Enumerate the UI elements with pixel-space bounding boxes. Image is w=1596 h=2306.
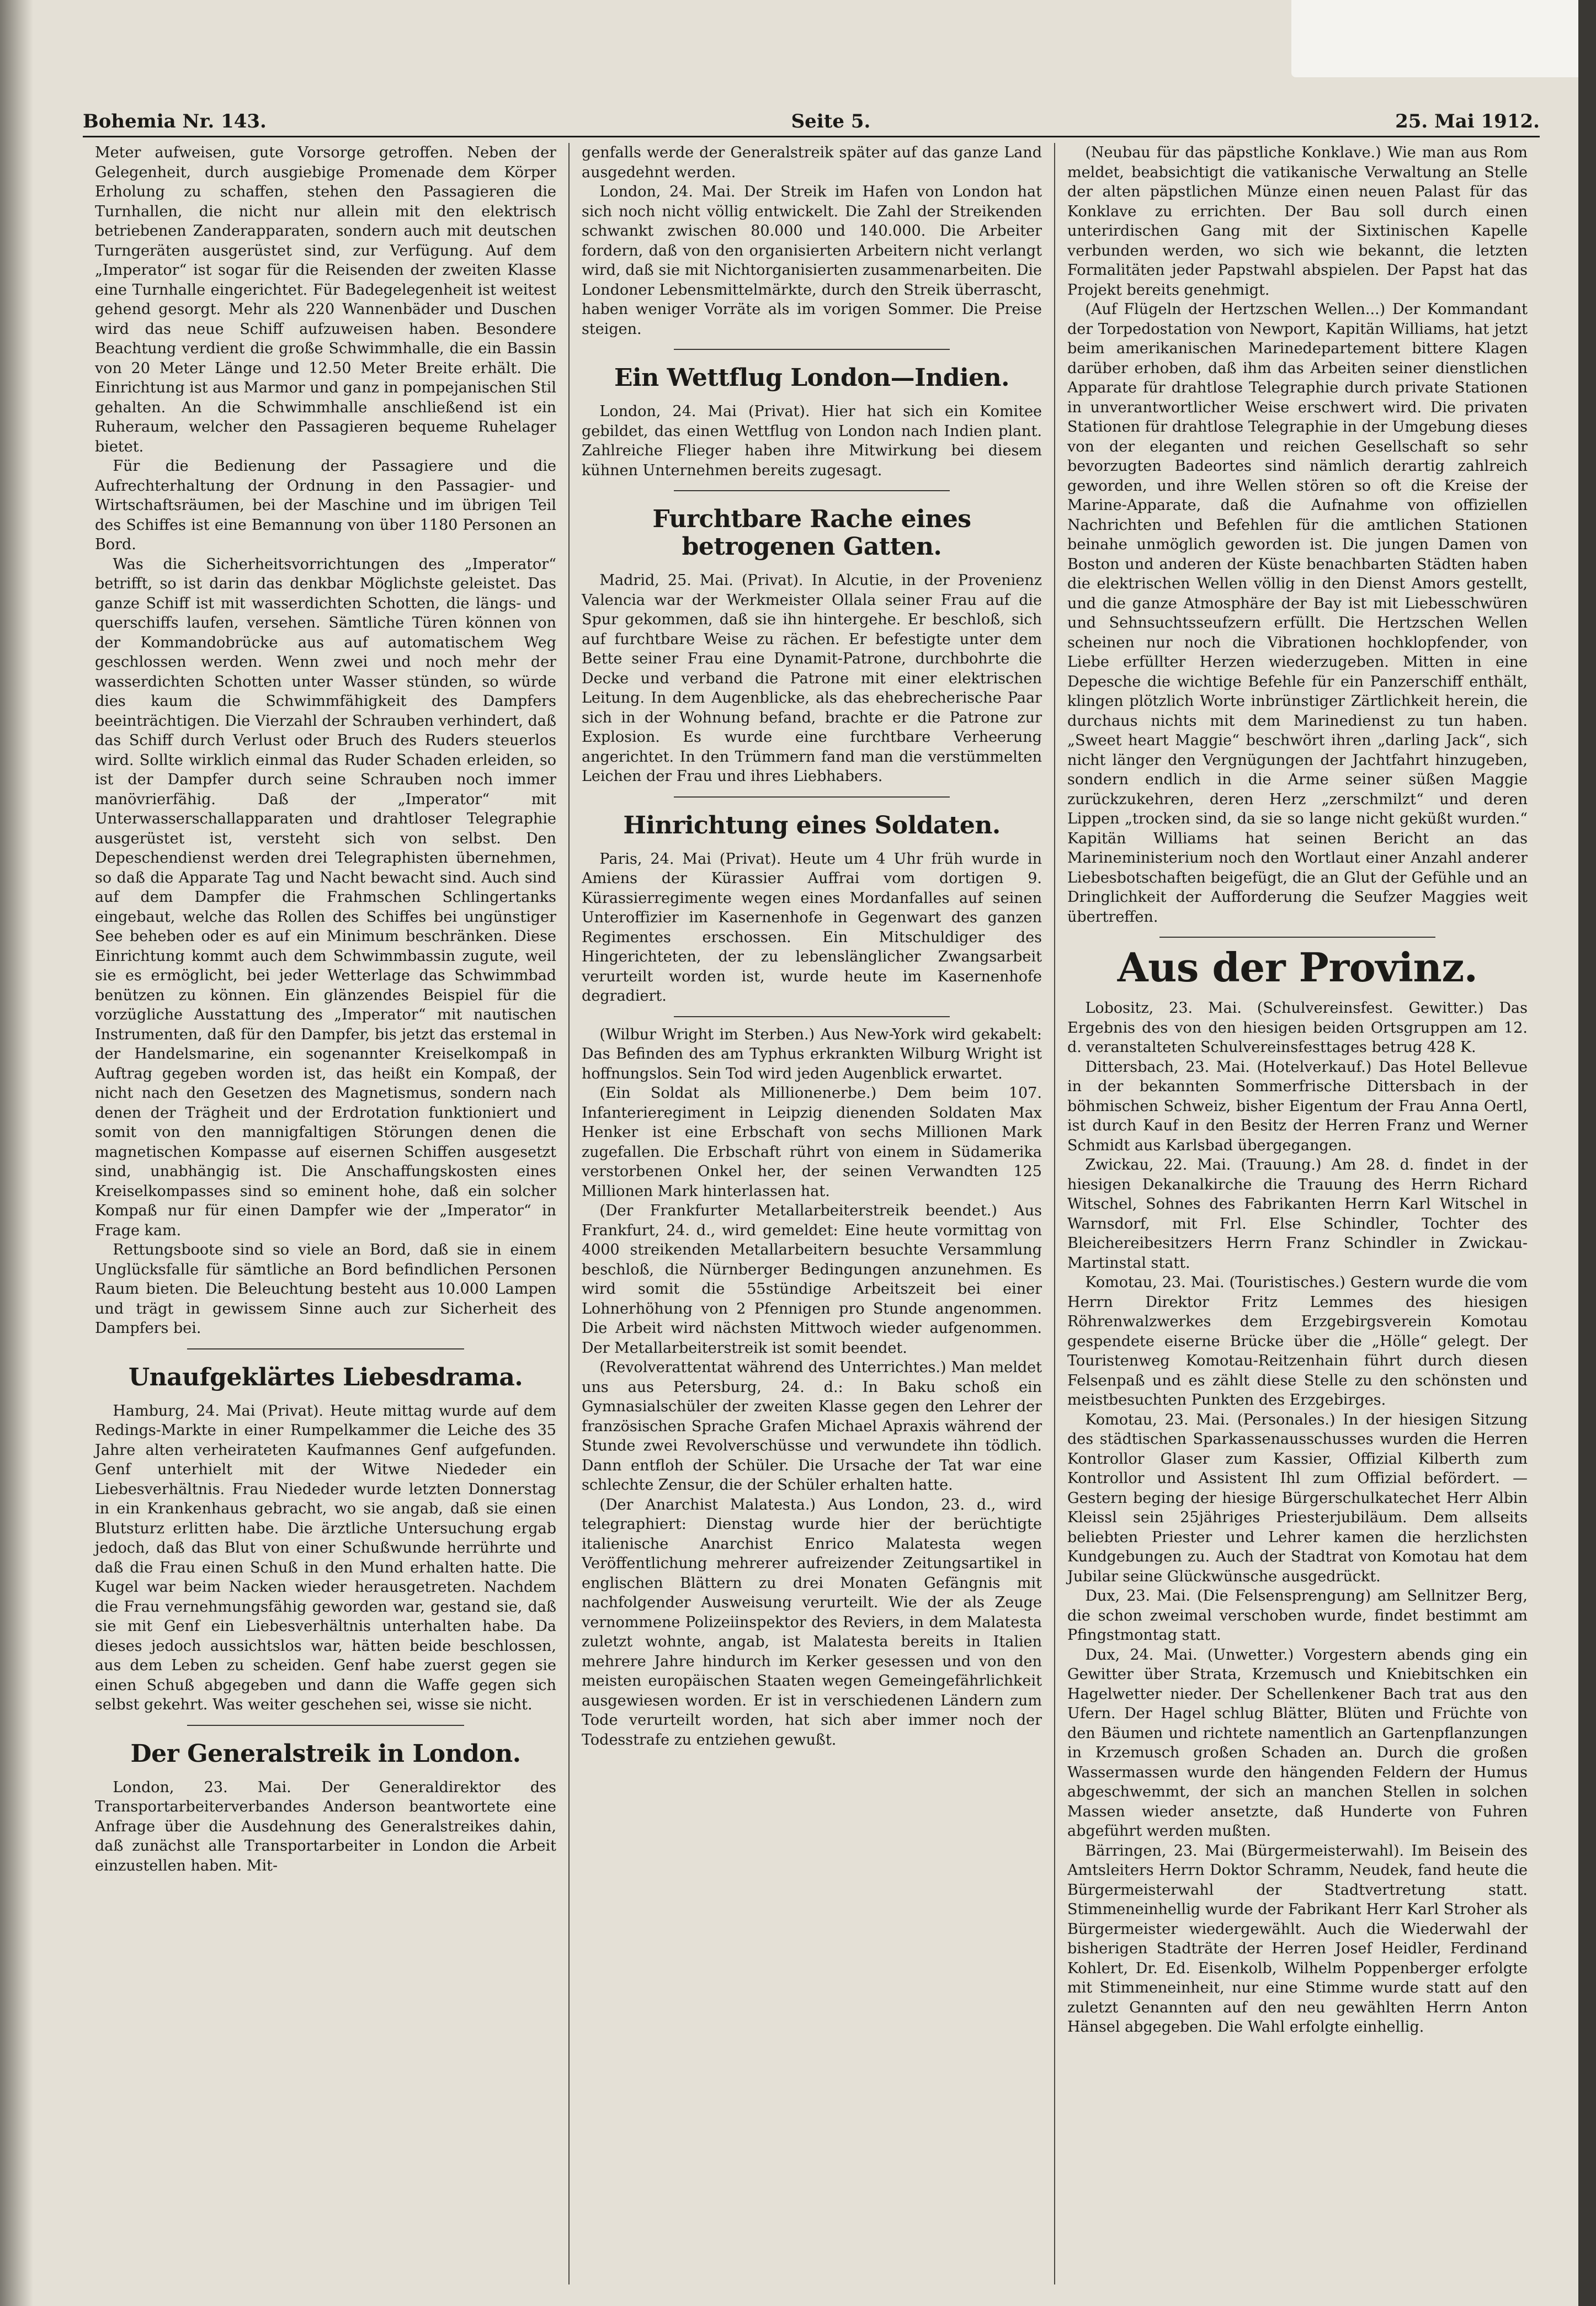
divider <box>674 490 950 491</box>
headline-provinz: Aus der Provinz. <box>1117 944 1478 991</box>
divider <box>187 1725 464 1726</box>
article-paragraph: Paris, 24. Mai (Privat). Heute um 4 Uhr früh wurde in Amiens der Kürassier Auffrai vom dortigen 9. Kürassierregimente wegen eines Mordanfalles auf seinen Unteroffizier im Kasernenhofe in Gegenwart des ganzen Regimentes erschossen. Ein Mitschuldiger des Hingerichteten, der zu lebenslänglicher Zwangsarbeit verurteilt worden ist, wurde heute im Kasernenhofe degradiert. <box>582 850 1042 1005</box>
article-paragraph: Rettungsboote sind so viele an Bord, daß sie in einem Unglücksfalle für sämtliche an Bord befindlichen Personen Raum bieten. Die Beleuchtung besteht aus 10.000 Lampen und trägt in gewissem Sinne auch zur Sicherheit des Dampfers bei. <box>95 1241 556 1337</box>
article-columns <box>83 143 1540 2284</box>
article-paragraph: Zwickau, 22. Mai. (Trauung.) Am 28. d. findet in der hiesigen Dekanalkirche die Trauung des Herrn Richard Witschel, Sohnes des Fabrikanten Herrn Karl Witschel in Warnsdorf, mit Frl. Else Schindler, Tochter des Bleichereibesitzers Herrn Franz Schindler in Zwickau-Martinstal statt. <box>1067 1156 1528 1272</box>
article-paragraph: (Neubau für das päpstliche Konklave.) Wie man aus Rom meldet, beabsichtigt die vatikanische Verwaltung an Stelle der alten päpstlichen Münze einen neuen Palast für das Konklave zu errichten. Der Bau soll durch einen unterirdischen Gang mit der Sixtinischen Kapelle verbunden werden, wo sich wie bekannt, die letzten Formalitäten jeder Papstwahl abspielen. Der Papst hat das Projekt bereits genehmigt. <box>1067 144 1528 299</box>
column-1 <box>83 143 568 2284</box>
page-header <box>83 110 1540 137</box>
article-paragraph: London, 24. Mai. Der Streik im Hafen von London hat sich noch nicht völlig entwickelt. Die Zahl der Streikenden schwankt zwischen 80.000 und 140.000. Die Arbeiter fordern, daß von den organisierten Arbeitern nicht verlangt wird, daß sie mit Nichtorganisierten zusammenarbeiten. Die Londoner Lebensmittelmärkte, durch den Streik überrascht, haben weniger Vorräte als im vorigen Sommer. Die Preise steigen. <box>582 183 1042 338</box>
paper-tape <box>1291 0 1578 77</box>
headline-hinrichtung: Hinrichtung eines Soldaten. <box>623 811 1001 839</box>
divider <box>1159 937 1435 938</box>
article-paragraph: Komotau, 23. Mai. (Touristisches.) Gestern wurde die vom Herrn Direktor Fritz Lemmes des hiesigen Röhrenwalzwerkes dem Erzgebirgsverein Komotau gespendete eiserne Brücke über die „Hölle“ gelegt. Der Touristenweg Komotau-Reitzenhain führt durch diesen Felsenpaß und es zählt diese Stelle zu den schönsten und meistbesuchten Punkten des Erzgebirges. <box>1067 1274 1528 1409</box>
article-paragraph: (Revolverattentat während des Unterrichtes.) Man meldet uns aus Petersburg, 24. d.: In Baku schoß ein Gymnasialschüler der zweiten Klasse gegen den Lehrer der französischen Sprache Grafen Michael Apraxis während der Stunde zwei Revolverschüsse und verwundete ihn tödlich. Dann entfloh der Schüler. Die Ursache der Tat war eine schlechte Zensur, die der Schüler erhalten hatte. <box>582 1359 1042 1494</box>
divider <box>674 1016 950 1017</box>
article-paragraph: London, 24. Mai (Privat). Hier hat sich ein Komitee gebildet, das einen Wettflug von London nach Indien plant. Zahlreiche Flieger haben ihre Mitwirkung bei diesem kühnen Unternehmen bereits zugesagt. <box>582 403 1042 479</box>
headline-generalstreik: Der Generalstreik in London. <box>130 1739 521 1768</box>
header-date: 25. Mai 1912. <box>1395 110 1540 132</box>
header-issue: Bohemia Nr. 143. <box>83 110 267 132</box>
article-paragraph: (Ein Soldat als Millionenerbe.) Dem beim 107. Infanterieregiment in Leipzig dienenden Soldaten Max Henker ist eine Erbschaft von sechs Millionen Mark zugefallen. Die Erbschaft rührt von einem in Südamerika verstorbenen Onkel her, der seinen Verwandten 125 Millionen Mark hinterlassen hat. <box>582 1085 1042 1200</box>
divider <box>674 796 950 798</box>
divider <box>674 349 950 350</box>
article-paragraph: Für die Bedienung der Passagiere und die Aufrechterhaltung der Ordnung in den Passagier- und Wirtschaftsräumen, bei der Maschine und im übrigen Teil des Schiffes ist eine Bemannung von über 1180 Personen an Bord. <box>95 458 556 553</box>
article-paragraph: (Auf Flügeln der Hertzschen Wellen...) Der Kommandant der Torpedostation von Newport, Kapitän Williams, hat jetzt beim amerikanischen Marinedepartement bittere Klagen darüber erhoben, daß ihm das Arbeiten seiner dienstlichen Apparate für drahtlose Telegraphie durch private Stationen in unverantwortlicher Weise erschwert wird. Die privaten Stationen für drahtlose Telegraphie in der Umgebung dieses von der eleganten und reichen Gesellschaft so sehr bevorzugten Badeortes sind nämlich derartig zahlreich geworden, und ihre Wellen stören so oft die Kreise der Marine-Apparate, daß die Aufnahme von offiziellen Nachrichten und Befehlen für die amtlichen Stationen beinahe unmöglich geworden ist. Die jungen Damen von Boston und anderen der Küste benachbarten Städten haben die elektrischen Wellen völlig in den Dienst Amors gestellt, und die ganze Atmosphäre der Bay ist mit Liebesschwüren und Sehnsuchtsseufzern erfüllt. Die Hertzschen Wellen scheinen nur noch die Vibrationen hochklopfender, von Liebe erfüllter Herzen wiederzugeben. Mitten in eine Depesche die wichtige Befehle für ein Panzerschiff enthält, klingen plötzlich Worte inbrünstiger Zärtlichkeit herein, die durchaus nichts mit dem Marinedienst zu tun haben. „Sweet heart Maggie“ beschwört ihren „darling Jack“, sich nicht länger den Vergnügungen der Jachtfahrt hinzugeben, sondern endlich in die Arme seiner süßen Maggie zurückzukehren, deren Herz „zerschmilzt“ und deren Lippen „trocken sind, da sie so lange nicht geküßt wurden.“ Kapitän Williams hat seinen Bericht an das Marineministerium noch den Wortlaut einer Anzahl anderer Liebesbotschaften beigefügt, die an Glut der Gefühle und an Dringlichkeit der Aufforderung die Seufzer Maggies weit übertreffen. <box>1067 301 1528 926</box>
article-paragraph: Was die Sicherheitsvorrichtungen des „Imperator“ betrifft, so ist darin das denkbar Möglichste geleistet. Das ganze Schiff ist mit wasserdichten Schotten, die längs- und querschiffs laufen, versehen. Sämtliche Türen können von der Kommandobrücke aus auf automatischem Weg geschlossen werden. Wenn zwei und noch mehr der wasserdichten Schotten unter Wasser stünden, so würde dies kaum die Schwimmfähigkeit des Dampfers beeinträchtigen. Die Vierzahl der Schrauben verhindert, daß das Schiff durch Verlust oder Bruch des Ruders steuerlos wird. Sollte wirklich einmal das Ruder Schaden erleiden, so ist der Dampfer durch seine Schrauben noch immer manövrierfähig. Daß der „Imperator“ mit Unterwasserschallapparaten und drahtloser Telegraphie ausgerüstet ist, versteht sich von selbst. Den Depeschendienst werden drei Telegraphisten übernehmen, so daß die Apparate Tag und Nacht bewacht sind. Auch sind auf dem Dampfer die Frahmschen Schlingertanks eingebaut, welche das Rollen des Schiffes bei ungünstiger See beheben oder es auf ein Minimum beschränken. Diese Einrichtung kommt auch dem Schwimmbassin zugute, weil sie es ermöglicht, bei jeder Wetterlage das Schwimmbad benützen zu können. Ein glänzendes Beispiel für die vorzügliche Ausstattung des „Imperator“ mit nautischen Instrumenten, daß für den Dampfer, bis jetzt das erstemal in der Handelsmarine, ein sogenannter Kreiselkompaß in Auftrag gegeben worden ist, das heißt ein Kompaß, der nicht nach den Gesetzen des Magnetismus, sondern nach denen der Trägheit und der Erdrotation funktioniert und somit von den mannigfaltigen Störungen denen die magnetischen Kompasse auf eisernen Schiffen ausgesetzt sind, unabhängig ist. Die Anschaffungskosten eines Kreiselkompasses sind so eminent hohe, daß ein solcher Kompaß nur für einen Dampfer wie der „Imperator“ in Frage kam. <box>95 555 556 1239</box>
header-page-number: Seite 5. <box>791 110 871 132</box>
column-3 <box>1054 143 1540 2284</box>
article-paragraph: Hamburg, 24. Mai (Privat). Heute mittag wurde auf dem Redings-Markte in einer Rumpelkammer die Leiche des 35 Jahre alten verheirateten Kaufmannes Genf aufgefunden. Genf unterhielt mit der Witwe Niededer ein Liebesverhältnis. Frau Niededer wurde letzten Donnerstag in ein Krankenhaus gebracht, wo sie angab, daß sie einen Blutsturz erlitten habe. Die ärztliche Untersuchung ergab jedoch, daß das Blut von einer Schußwunde herrührte und daß die Frau einen Schuß in den Mund erhalten hatte. Die Kugel war beim Nacken wieder herausgetreten. Nachdem die Frau vernehmungsfähig geworden war, gestand sie, daß sie mit Genf ein Liebesverhältnis unterhalten habe. Da dieses jedoch aussichtslos war, hätten beide beschlossen, aus dem Leben zu scheiden. Genf habe zuerst gegen sie einen Schuß abgegeben und dann die Waffe gegen sich selbst gekehrt. Was weiter geschehen sei, wisse sie nicht. <box>95 1402 556 1713</box>
article-paragraph: Dux, 24. Mai. (Unwetter.) Vorgestern abends ging ein Gewitter über Strata, Krzemusch und Kniebitschken ein Hagelwetter nieder. Der Schellenkener Bach trat aus den Ufern. Der Hagel schlug Blätter, Blüten und Früchte von den Bäumen und richtete namentlich an Gartenpflanzungen in Krzemusch großen Schaden an. Durch die großen Wassermassen wurde den hängenden Feldern der Humus abgeschwemmt, der sich an manchen Stellen in solchen Massen wieder ansetzte, daß Hunderte von Fuhren abgeführt werden mußten. <box>1067 1646 1528 1840</box>
article-paragraph: (Der Frankfurter Metallarbeiterstreik beendet.) Aus Frankfurt, 24. d., wird gemeldet: Eine heute vormittag von 4000 streikenden Metallarbeitern besuchte Versammlung beschloß, die Nürnberger Bedingungen anzunehmen. Es wird somit die 55stündige Arbeitszeit bei einer Lohnerhöhung von 2 Pfennigen pro Stunde angenommen. Die Arbeit wird nächsten Mittwoch wieder aufgenommen. Der Metallarbeiterstreik ist somit beendet. <box>582 1202 1042 1357</box>
divider <box>187 1348 464 1349</box>
article-paragraph: genfalls werde der Generalstreik später auf das ganze Land ausgedehnt werden. <box>582 144 1042 181</box>
article-paragraph: London, 23. Mai. Der Generaldirektor des Transportarbeiterverbandes Anderson beantwortete eine Anfrage über die Ausdehnung des Generalstreikes dahin, daß zunächst alle Transportarbeiter in London die Arbeit einzustellen haben. Mit- <box>95 1778 556 1874</box>
article-paragraph: Dux, 23. Mai. (Die Felsensprengung) am Sellnitzer Berg, die schon zweimal verschoben wurde, findet bestimmt am Pfingstmontag statt. <box>1067 1587 1528 1644</box>
article-paragraph: (Wilbur Wright im Sterben.) Aus New-York wird gekabelt: Das Befinden des am Typhus erkrankten Wilburg Wright ist hoffnungslos. Sein Tod wird jeden Augenblick erwartet. <box>582 1026 1042 1082</box>
page-binding-edge <box>0 0 33 2306</box>
headline-rache: Furchtbare Rache eines betrogenen Gatten. <box>652 505 971 561</box>
article-paragraph: Bärringen, 23. Mai (Bürgermeisterwahl). Im Beisein des Amtsleiters Herrn Doktor Schramm, Neudek, fand heute die Bürgermeisterwahl der Stadtvertretung statt. Stimmeneinhellig wurde der Fabrikant Herr Karl Stroher als Bürgermeister wiedergewählt. Auch die Wiederwahl der bisherigen Stadträte der Herren Josef Heidler, Ferdinand Kohlert, Dr. Ed. Eisenkolb, Wilhelm Poppenberger erfolgte mit Stimmeneinheit, nur eine Stimme wurde statt auf den zuletzt Genannten auf den neu gewählten Herrn Anton Hänsel abgegeben. Die Wahl erfolgte einhellig. <box>1067 1842 1528 2036</box>
headline-wettflug: Ein Wettflug London—Indien. <box>614 364 1009 392</box>
column-2 <box>568 143 1054 2284</box>
headline-liebesdrama: Unaufgeklärtes Liebesdrama. <box>128 1363 523 1391</box>
article-paragraph: Dittersbach, 23. Mai. (Hotelverkauf.) Das Hotel Bellevue in der bekannten Sommerfrische Dittersbach in der böhmischen Schweiz, bisher Eigentum der Frau Anna Oertl, ist durch Kauf in den Besitz der Herren Franz und Werner Schmidt aus Karlsbad übergegangen. <box>1067 1058 1528 1154</box>
article-paragraph: Komotau, 23. Mai. (Personales.) In der hiesigen Sitzung des städtischen Sparkassenausschusses wurden die Herren Kontrollor Glaser zum Kassier, Offizial Kilberth zum Kontrollor und Assistent Ihl zum Offizial befördert. — Gestern beging der hiesige Bürgerschulkatechet Herr Albin Kleissl sein 25jähriges Priesterjubiläum. Dem allseits beliebten Priester und Lehrer kamen die herzlichsten Kundgebungen zu. Auch der Stadtrat von Komotau hat dem Jubilar seine Glückwünsche ausgedrückt. <box>1067 1411 1528 1585</box>
article-paragraph: Madrid, 25. Mai. (Privat). In Alcutie, in der Provenienz Valencia war der Werkmeister Ollala seiner Frau auf die Spur gekommen, daß sie ihn hintergehe. Er beschloß, sich auf furchtbare Weise zu rächen. Er befestigte unter dem Bette seiner Frau eine Dynamit-Patrone, durchbohrte die Decke und verband die Patrone mit einer elektrischen Leitung. In dem Augenblicke, als das ehebrecherische Paar sich in der Wohnung befand, brachte er die Patrone zur Explosion. Es wurde eine furchtbare Verheerung angerichtet. In den Trümmern fand man die verstümmelten Leichen der Frau und ihres Liebhabers. <box>582 572 1042 785</box>
article-paragraph: (Der Anarchist Malatesta.) Aus London, 23. d., wird telegraphiert: Dienstag wurde hier der berüchtigte italienische Anarchist Enrico Malatesta wegen Veröffentlichung mehrerer aufreizender Zeitungsartikel in englischen Blättern zu drei Monaten Gefängnis mit nachfolgender Ausweisung verurteilt. Wie der als Zeuge vernommene Polizeiinspektor des Reviers, in dem Malatesta zuletzt wohnte, angab, ist Malatesta bereits in Italien mehrere Jahre hindurch im Kerker gesessen und von den meisten europäischen Staaten wegen Gemeingefährlichkeit ausgewiesen worden. Er ist in verschiedenen Ländern zum Tode verurteilt worden, hat sich aber immer noch der Todesstrafe zu entziehen gewußt. <box>582 1496 1042 1749</box>
article-paragraph: Meter aufweisen, gute Vorsorge getroffen. Neben der Gelegenheit, durch ausgiebige Promenade dem Körper Erholung zu schaffen, stehen den Passagieren die Turnhallen, die nicht nur allein mit den elektrisch betriebenen Zanderapparaten, sondern auch mit deutschen Turngeräten ausgerüstet sind, zur Verfügung. Auf dem „Imperator“ ist sogar für die Reisenden der zweiten Klasse eine Turnhalle eingerichtet. Für Badegelegenheit ist weitest gehend gesorgt. Mehr als 220 Wannenbäder und Duschen wird das neue Schiff aufzuweisen haben. Besondere Beachtung verdient die große Schwimmhalle, die ein Bassin von 20 Meter Länge und 12.50 Meter Breite erhält. Die Einrichtung ist aus Marmor und ganz in pompejanischen Stil gehalten. An die Schwimmhalle anschließend ist ein Ruheraum, welcher den Passagieren bequeme Ruhelager bietet. <box>95 144 556 455</box>
article-paragraph: Lobositz, 23. Mai. (Schulvereinsfest. Gewitter.) Das Ergebnis des von den hiesigen beiden Ortsgruppen am 12. d. veranstalteten Schulvereinsfesttages betrug 428 K. <box>1067 1000 1528 1056</box>
